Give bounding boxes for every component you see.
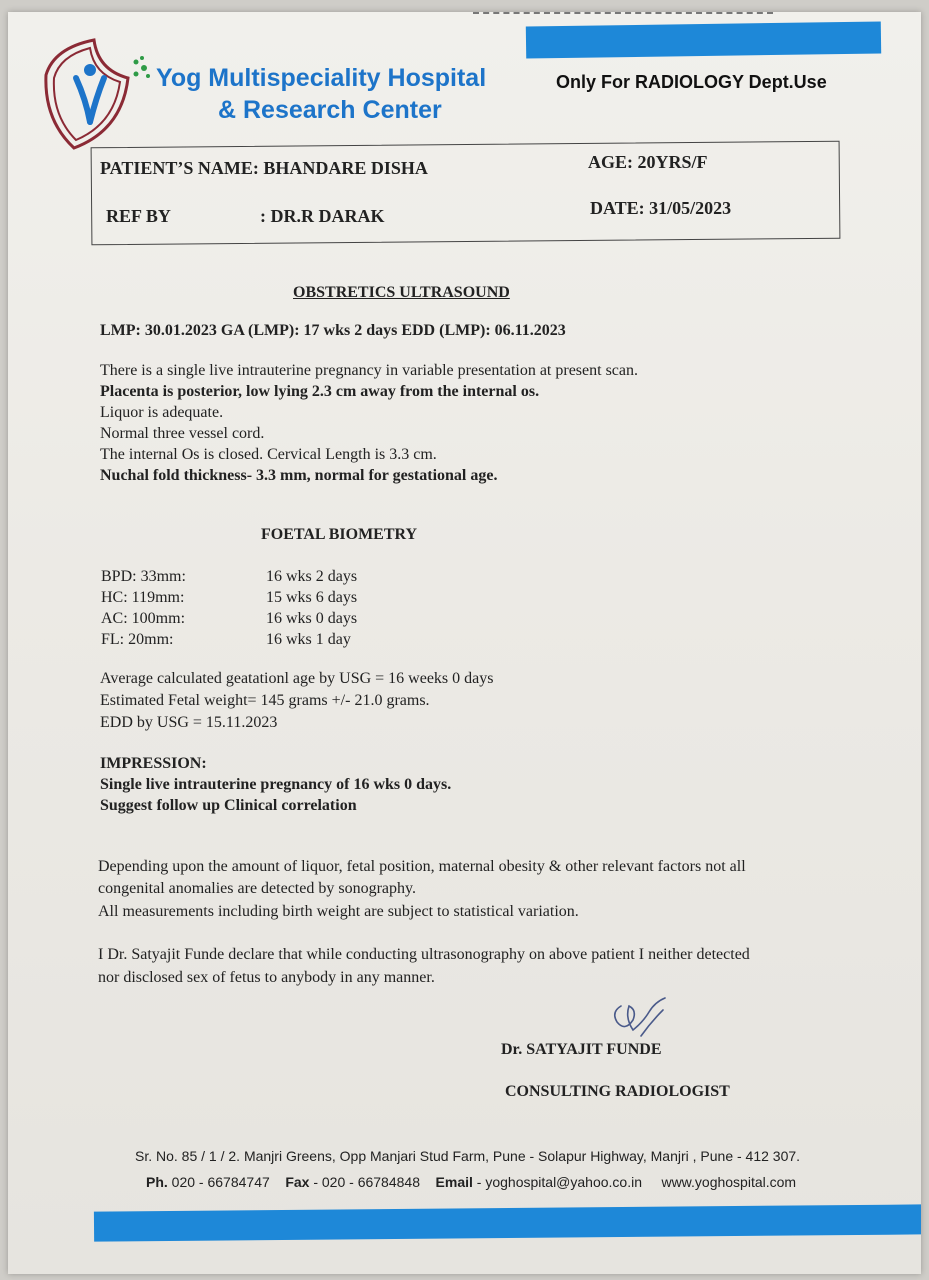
patient-name-label: PATIENT’S NAME: <box>100 158 259 178</box>
biometry-title: FOETAL BIOMETRY <box>261 526 418 543</box>
summary-line: EDD by USG = 15.11.2023 <box>100 714 278 731</box>
age-value: 20YRS/F <box>637 152 708 172</box>
fax-label: Fax <box>285 1174 310 1190</box>
dept-use-note: Only For RADIOLOGY Dept.Use <box>556 72 827 92</box>
email-value: - yoghospital@yahoo.co.in <box>476 1174 642 1190</box>
fax-value: - 020 - 66784848 <box>313 1174 420 1190</box>
summary-line: Estimated Fetal weight= 145 grams +/- 21.0 grams. <box>100 692 430 709</box>
doctor-name: Dr. SATYAJIT FUNDE <box>501 1041 662 1058</box>
doctor-title: CONSULTING RADIOLOGIST <box>505 1083 730 1100</box>
disclaimer-line: All measurements including birth weight are subject to statistical variation. <box>98 903 579 920</box>
summary-line: Average calculated geatationl age by USG = 16 weeks 0 days <box>100 670 494 687</box>
footer-address: Sr. No. 85 / 1 / 2. Manjri Greens, Opp Manjari Stud Farm, Pune - Solapur Highway, Manjri , Pune - 412 307. <box>135 1148 801 1164</box>
finding-line: There is a single live intrauterine pregnancy in variable presentation at present scan. <box>100 362 639 379</box>
website: www.yoghospital.com <box>661 1174 797 1190</box>
footer-blue-bar <box>94 1204 921 1241</box>
top-dashed-line <box>473 12 773 14</box>
patient-name: BHANDARE DISHA <box>263 158 428 178</box>
biometry-ga: 16 wks 0 days <box>266 610 358 627</box>
phone-value: 020 - 66784747 <box>171 1174 270 1190</box>
biometry-ga: 16 wks 2 days <box>266 568 358 585</box>
ref-by-value: : DR.R DARAK <box>260 206 385 226</box>
declaration-line: I Dr. Satyajit Funde declare that while conducting ultrasonography on above patient I neither detected <box>98 946 750 963</box>
biometry-param: BPD: 33mm: <box>101 568 186 585</box>
impression-title: IMPRESSION: <box>100 755 207 772</box>
finding-line: Normal three vessel cord. <box>100 425 265 442</box>
patient-name-row <box>100 158 428 179</box>
impression-line: Suggest follow up Clinical correlation <box>100 797 357 814</box>
biometry-ga: 15 wks 6 days <box>266 589 358 606</box>
disclaimer-line: Depending upon the amount of liquor, fetal position, maternal obesity & other relevant factors not all <box>98 858 746 875</box>
biometry-ga: 16 wks 1 day <box>266 631 351 648</box>
lmp-line: LMP: 30.01.2023 GA (LMP): 17 wks 2 days EDD (LMP): 06.11.2023 <box>100 322 566 339</box>
age-label: AGE: <box>588 152 633 172</box>
impression-line: Single live intrauterine pregnancy of 16 wks 0 days. <box>100 776 452 793</box>
declaration-line: nor disclosed sex of fetus to anybody in any manner. <box>98 969 435 986</box>
age-row <box>588 152 708 173</box>
ref-by-label: REF BY <box>106 206 171 226</box>
date-row <box>590 198 731 219</box>
finding-line: The internal Os is closed. Cervical Length is 3.3 cm. <box>100 446 437 463</box>
report-page <box>8 12 921 1274</box>
header-blue-bar <box>526 22 881 59</box>
hospital-logo-icon <box>36 30 151 155</box>
biometry-param: AC: 100mm: <box>101 610 186 627</box>
finding-line: Placenta is posterior, low lying 2.3 cm away from the internal os. <box>100 383 540 400</box>
biometry-param: FL: 20mm: <box>101 631 174 648</box>
report-title: OBSTRETICS ULTRASOUND <box>293 284 510 301</box>
disclaimer-line: congenital anomalies are detected by sonography. <box>98 880 416 897</box>
finding-line: Nuchal fold thickness- 3.3 mm, normal for gestational age. <box>100 467 498 484</box>
date-label: DATE: <box>590 198 645 218</box>
phone-label: Ph. <box>146 1174 168 1190</box>
finding-line: Liquor is adequate. <box>100 404 224 421</box>
signature-icon <box>603 992 673 1042</box>
footer-contact <box>146 1174 796 1190</box>
date-value: 31/05/2023 <box>649 198 732 218</box>
patient-info-box <box>91 141 841 246</box>
hospital-name-line2: & Research Center <box>218 96 442 124</box>
email-label: Email <box>435 1174 473 1190</box>
biometry-param: HC: 119mm: <box>101 589 185 606</box>
hospital-name-line1: Yog Multispeciality Hospital <box>156 64 487 92</box>
